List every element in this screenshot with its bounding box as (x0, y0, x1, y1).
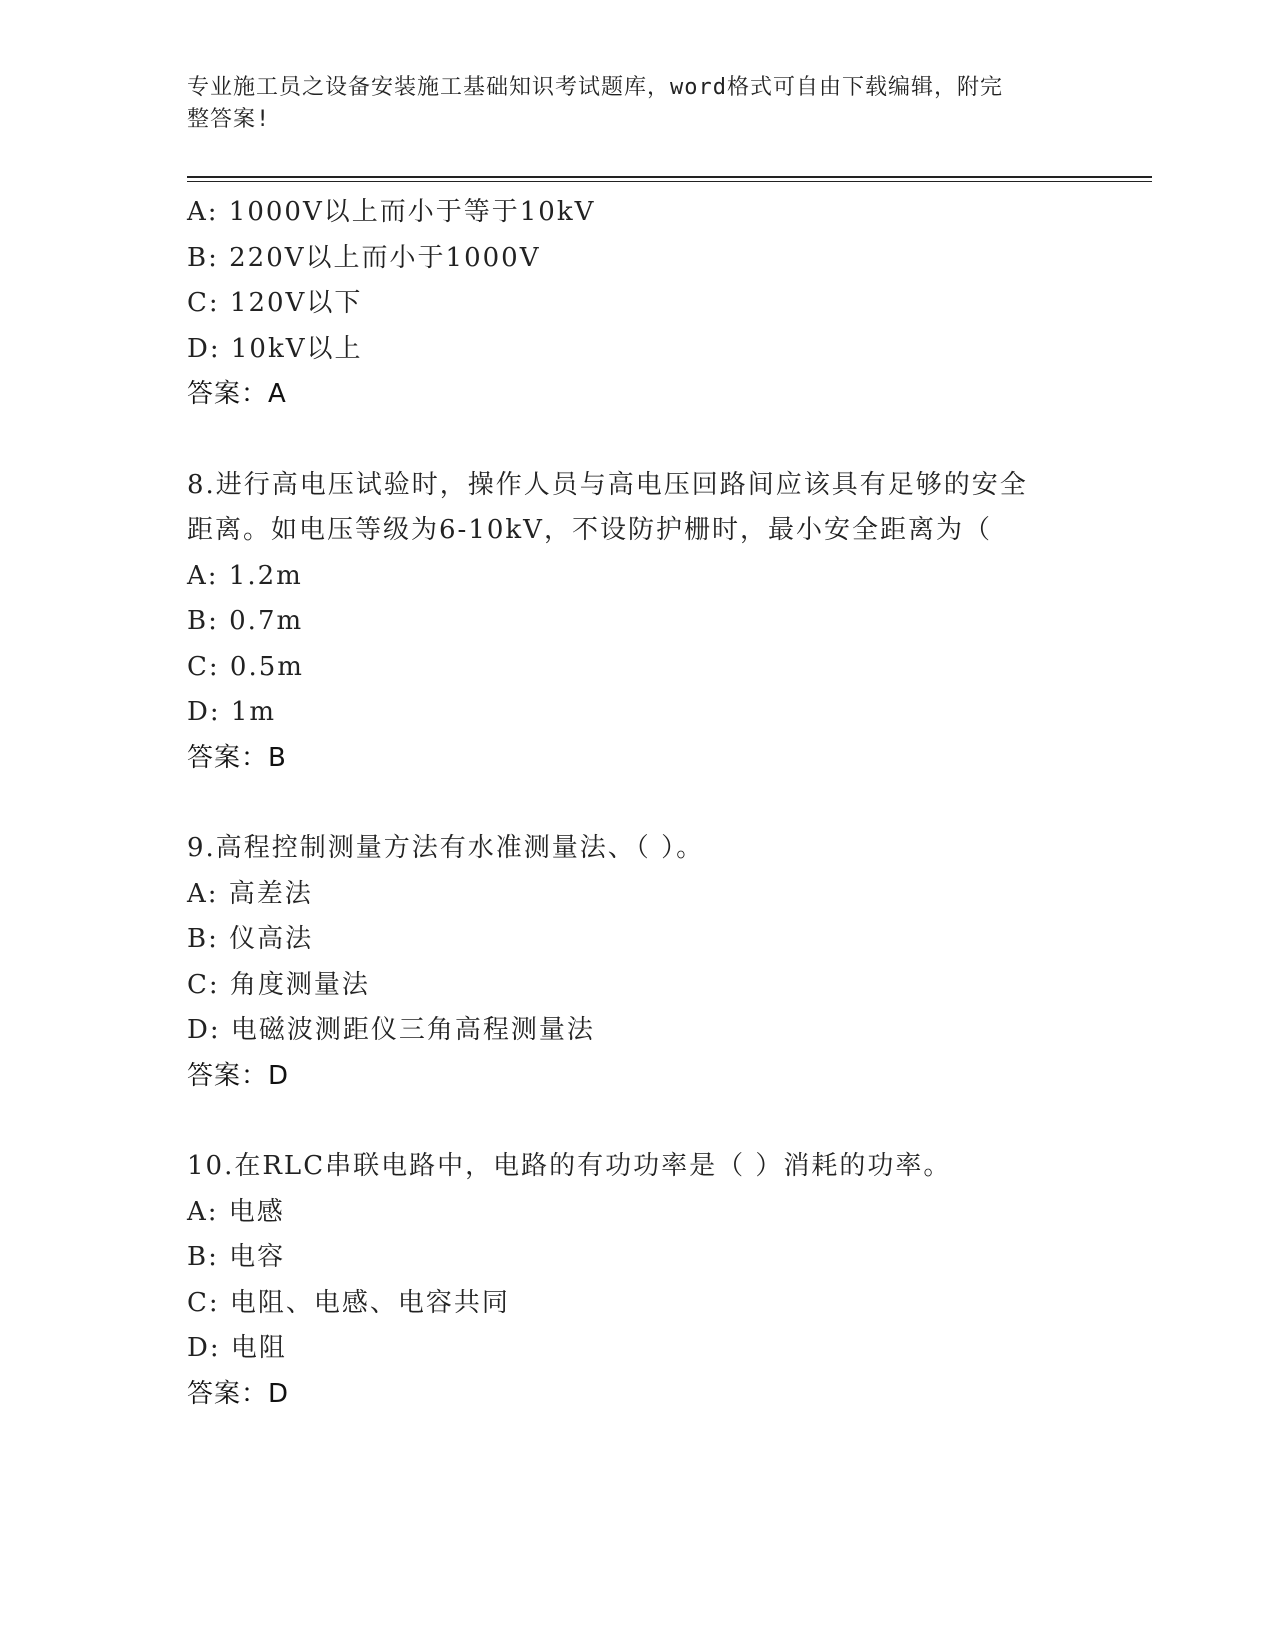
header-rule-thick (187, 176, 1152, 178)
question-list (187, 190, 1087, 1417)
answer-label: 答案：B (187, 742, 287, 773)
question-stem: 10.在RLC串联电路中，电路的有功功率是（ ）消耗的功率。 (187, 1151, 952, 1181)
option-b: B: 220V以上而小于1000V (187, 242, 541, 273)
question-spacer (187, 781, 1087, 826)
option-b: B: 电容 (187, 1242, 286, 1272)
option-a: A: 高差法 (187, 878, 313, 909)
question-spacer (187, 418, 1087, 463)
header-rule-thin (187, 181, 1152, 182)
option-d: D: 1m (187, 697, 277, 727)
header-line-2: 整答案! (187, 107, 271, 132)
option-b: B: 0.7m (187, 606, 304, 636)
document-header (187, 72, 1067, 136)
option-a: A: 电感 (187, 1196, 285, 1227)
question-stem: 9.高程控制测量方法有水准测量法、（ ）。 (187, 833, 705, 863)
option-d: D: 10kV以上 (187, 333, 363, 364)
option-d: D: 电磁波测距仪三角高程测量法 (187, 1015, 595, 1045)
answer-label: 答案：D (187, 1060, 290, 1091)
option-c: C: 0.5m (187, 651, 304, 682)
option-c: C: 120V以下 (187, 288, 363, 318)
option-c: C: 电阻、电感、电容共同 (187, 1287, 510, 1318)
question-8 (187, 463, 1087, 782)
option-b: B: 仪高法 (187, 924, 314, 954)
option-a: A: 1000V以上而小于等于10kV (187, 197, 596, 227)
option-a: A: 1.2m (187, 560, 303, 591)
question-spacer (187, 1099, 1087, 1144)
header-line-1: 专业施工员之设备安装施工基础知识考试题库，word格式可自由下载编辑，附完 (187, 75, 1003, 100)
question-7 (187, 190, 1087, 418)
answer-label: 答案：D (187, 1378, 290, 1409)
question-stem-line-2: 距离。如电压等级为6-10kV，不设防护栅时，最小安全距离为（ (187, 515, 992, 545)
question-10 (187, 1144, 1087, 1417)
answer-label: 答案：A (187, 379, 287, 409)
question-9 (187, 826, 1087, 1099)
option-d: D: 电阻 (187, 1333, 287, 1363)
question-stem-line-1: 8.进行高电压试验时，操作人员与高电压回路间应该具有足够的安全 (187, 469, 1028, 500)
option-c: C: 角度测量法 (187, 969, 370, 1000)
